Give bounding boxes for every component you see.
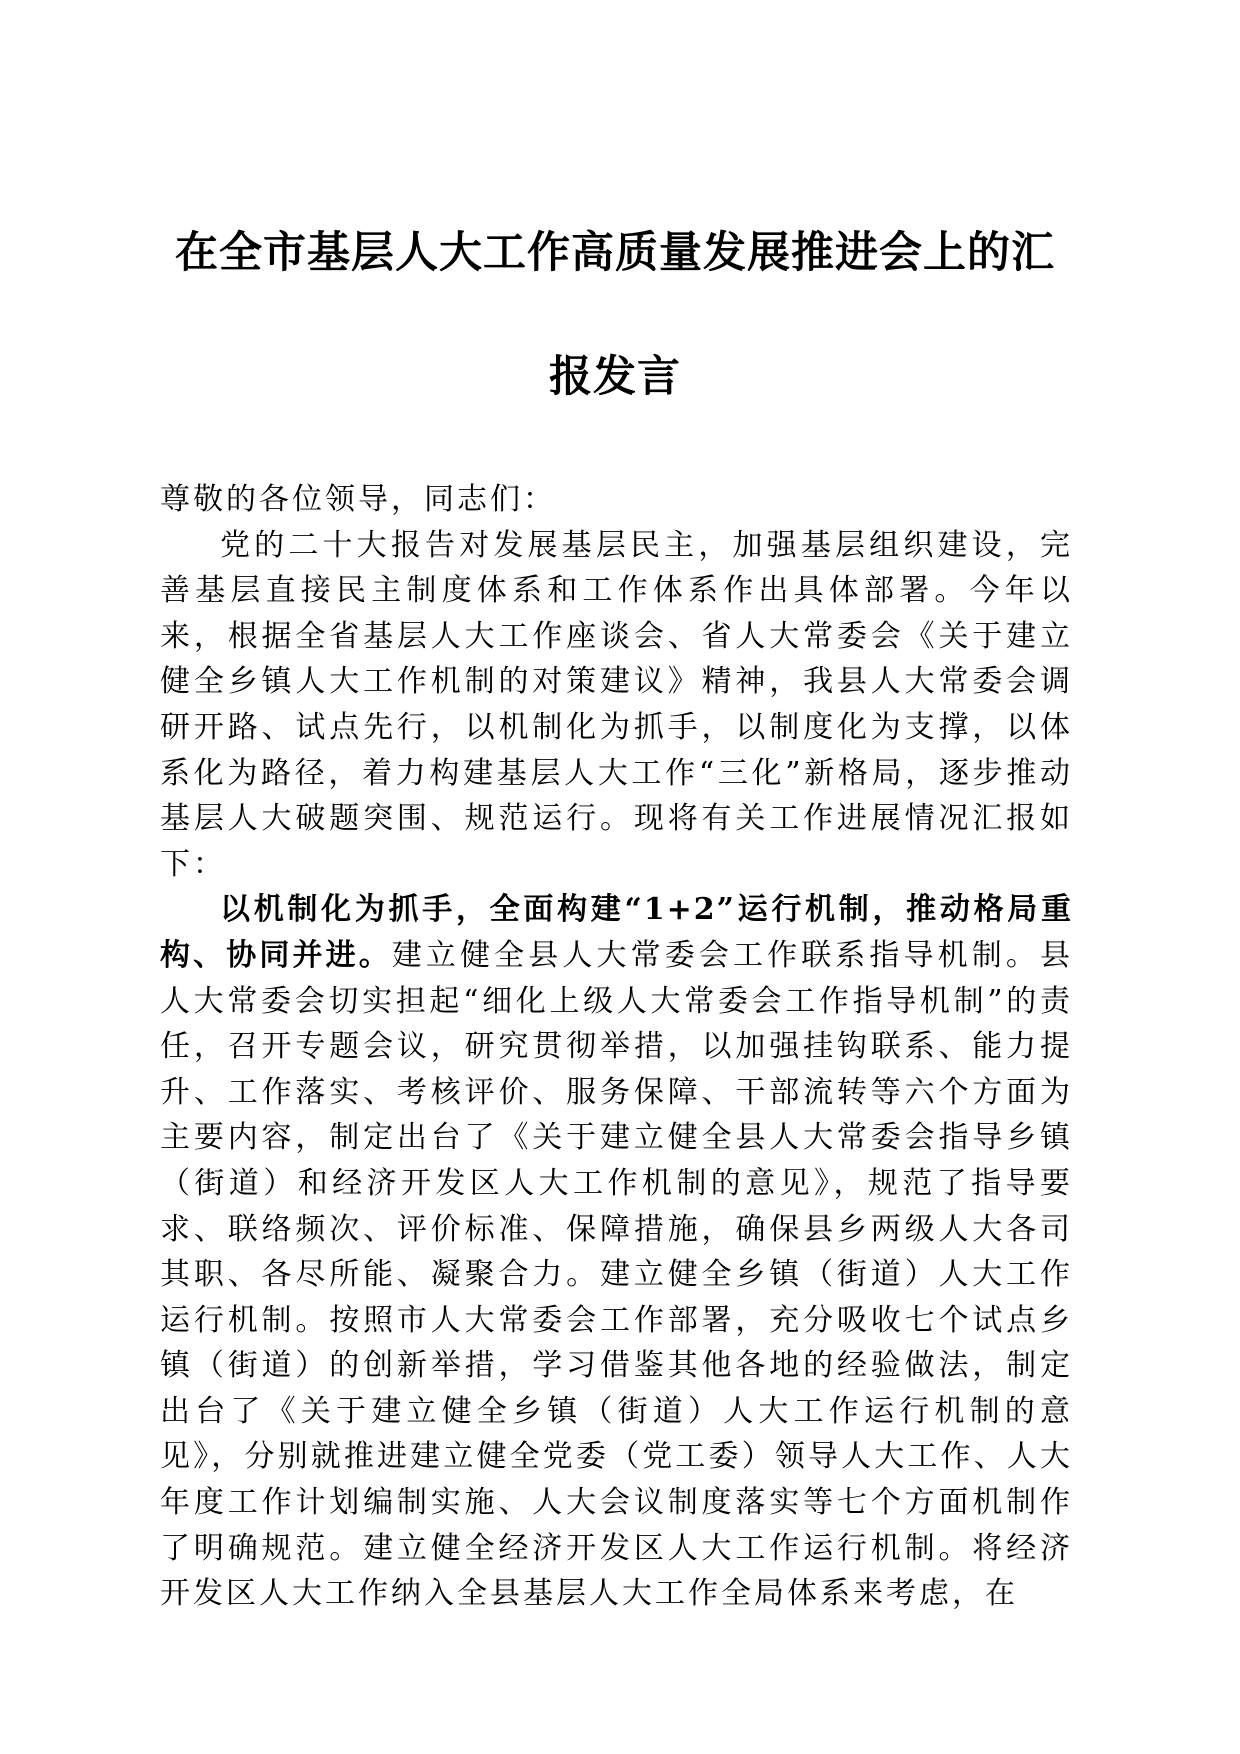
document-title-line-2: 报发言 xyxy=(549,352,681,402)
salutation: 尊敬的各位领导，同志们： xyxy=(160,482,556,517)
paragraph-lead-heading: 以机制化为抓手，全面构建“1+2”运行机制，推动格局重构、协同并进。 xyxy=(160,892,1073,973)
paragraph-intro: 党的二十大报告对发展基层民主，加强基层组织建设，完善基层直接民主制度体系和工作体系作出具体部署。今年以来，根据全省基层人大工作座谈会、省人大常委会《关于建立健全乡镇人大工作机制的对策建议》精神，我县人大常委会调研开路、试点先行，以机制化为抓手，以制度化为支撑，以体系化为路径，着力构建基层人大工作“三化”新格局，逐步推动基层人大破题突围、规范运行。现将有关工作进展情况汇报如下： xyxy=(160,527,1073,882)
paragraph-mechanism-body: 建立健全县人大常委会工作联系指导机制。县人大常委会切实担起“细化上级人大常委会工作指导机制”的责任，召开专题会议，研究贯彻举措，以加强挂钩联系、能力提升、工作落实、考核评价、服务保障、干部流转等六个方面为主要内容，制定出台了《关于建立健全县人大常委会指导乡镇（街道）和经济开发区人大工作机制的意见》，规范了指导要求、联络频次、评价标准、保障措施，确保县乡两级人大各司其职、各尽所能、凝聚合力。建立健全乡镇（街道）人大工作运行机制。按照市人大常委会工作部署，充分吸收七个试点乡镇（街道）的创新举措，学习借鉴其他各地的经验做法，制定出台了《关于建立健全乡镇（街道）人大工作运行机制的意见》，分别就推进建立健全党委（党工委）领导人大工作、人大年度工作计划编制实施、人大会议制度落实等七个方面机制作了明确规范。建立健全经济开发区人大工作运行机制。将经济开发区人大工作纳入全县基层人大工作全局体系来考虑，在 xyxy=(160,937,1074,1612)
document-body xyxy=(160,477,1073,1617)
paragraph-mechanism xyxy=(160,887,1073,1617)
document-title-line-1: 在全市基层人大工作高质量发展推进会上的汇 xyxy=(175,228,1055,278)
